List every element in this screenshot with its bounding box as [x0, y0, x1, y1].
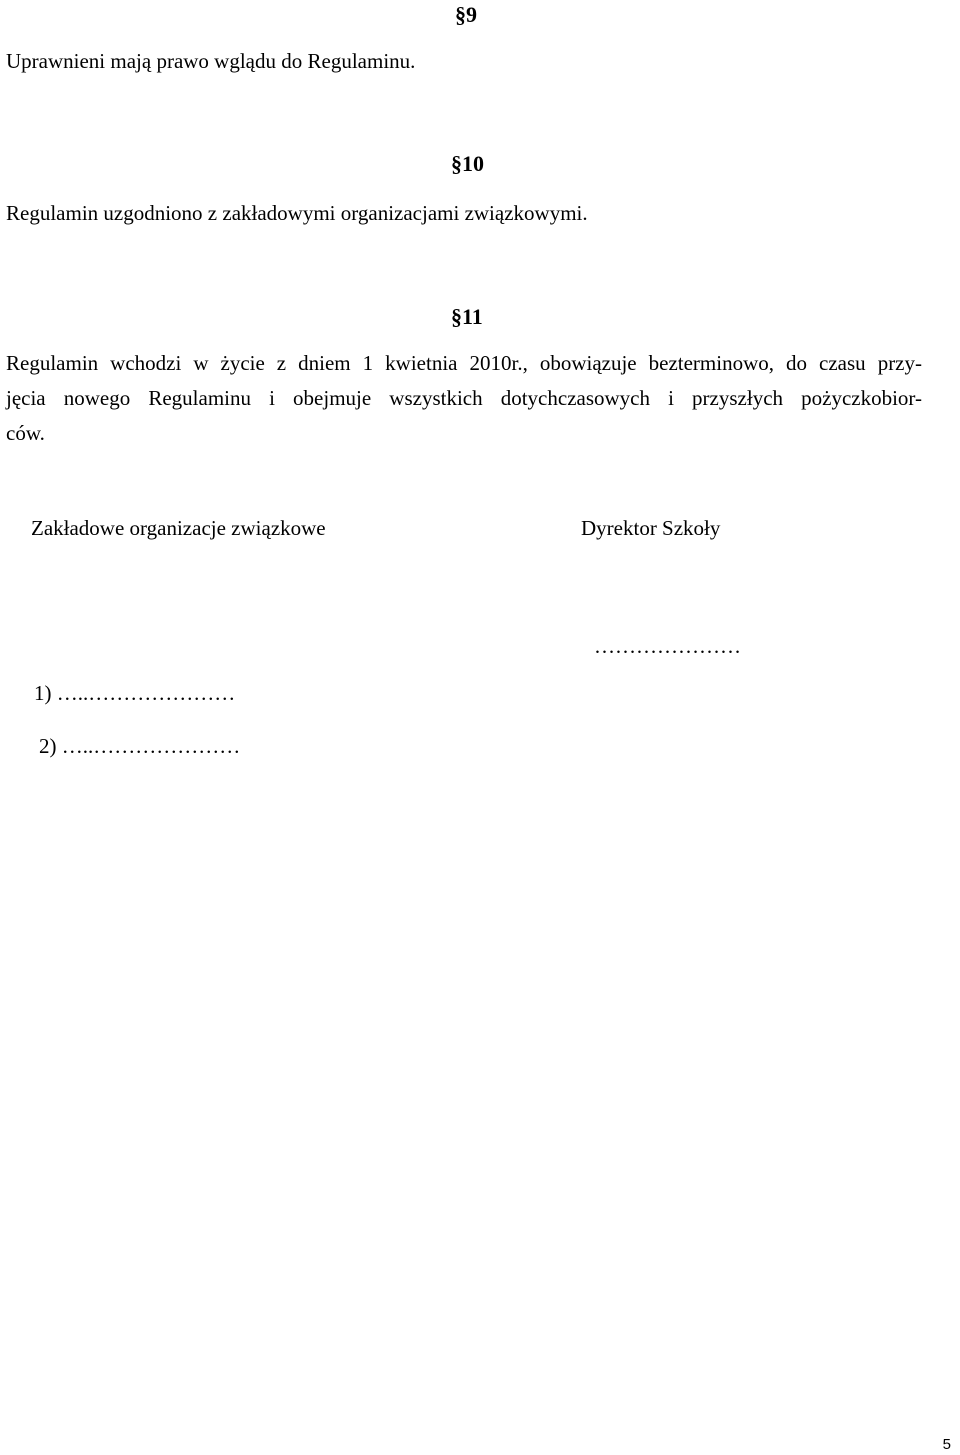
page-number: 5 — [942, 1436, 951, 1453]
union-signature-line-1: 1) …..………………… — [34, 681, 236, 705]
section-11-line: jęcia nowego Regulaminu i obejmuje wszystkich dotychczasowych i przyszłych pożyczkobior- — [6, 386, 922, 410]
director-signature-line: ………………… — [594, 634, 741, 658]
section-9-heading: §9 — [455, 2, 477, 27]
section-10-heading: §10 — [451, 151, 484, 176]
director-signature-label: Dyrektor Szkoły — [581, 516, 721, 540]
union-signature-line-2: 2) …..………………… — [39, 734, 241, 758]
unions-signature-label: Zakładowe organizacje związkowe — [31, 516, 326, 540]
section-9-text: Uprawnieni mają prawo wglądu do Regulaminu. — [6, 49, 416, 73]
section-11-line: ców. — [6, 421, 45, 445]
section-11-line: Regulamin wchodzi w życie z dniem 1 kwietnia 2010r., obowiązuje bezterminowo, do czasu przy- — [6, 351, 922, 375]
section-11-heading: §11 — [451, 304, 483, 329]
section-10-text: Regulamin uzgodniono z zakładowymi organizacjami związkowymi. — [6, 201, 588, 225]
section-11-paragraph — [6, 346, 922, 451]
